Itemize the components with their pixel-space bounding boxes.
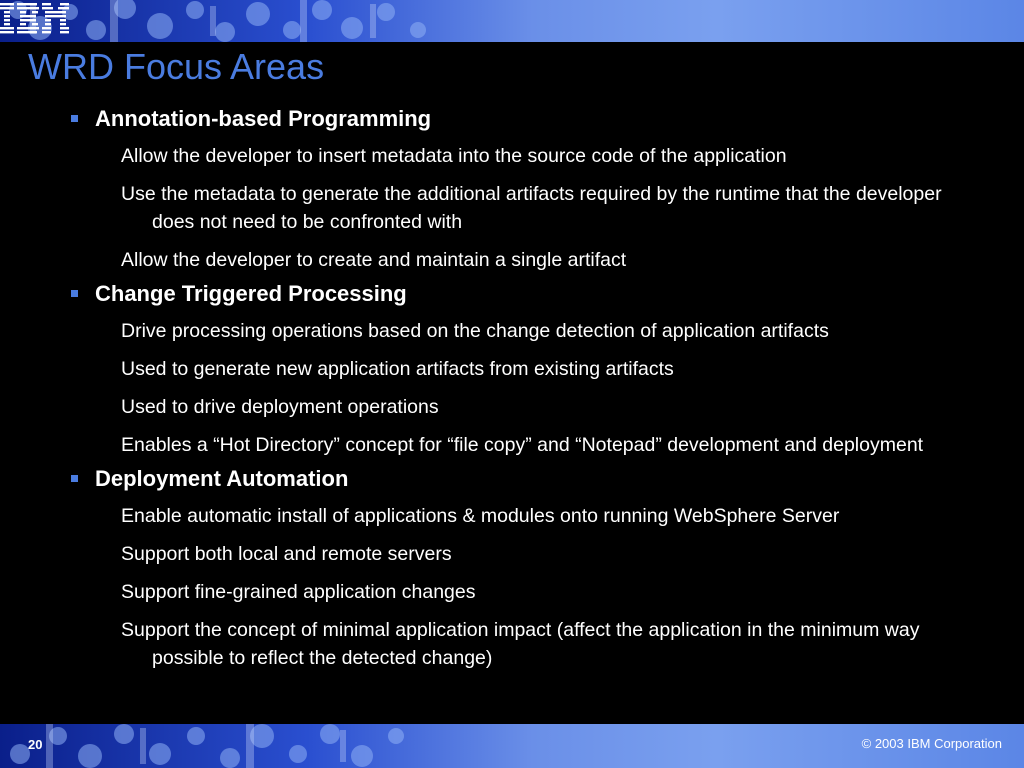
list-item: Used to drive deployment operations: [121, 396, 439, 418]
section-heading-text: Deployment Automation: [95, 466, 349, 491]
list-item: Drive processing operations based on the change detection of application artifacts: [121, 320, 829, 342]
slide-content: [0, 104, 1024, 672]
square-bullet-icon: [71, 475, 78, 482]
list-item: Allow the developer to create and maintain a single artifact: [121, 249, 627, 271]
section-annotation-programming: [0, 104, 1024, 274]
list-item: Used to generate new application artifacts from existing artifacts: [121, 358, 674, 380]
section-heading: [0, 104, 1024, 134]
slide-title: WRD Focus Areas: [28, 46, 325, 87]
section-change-triggered: [0, 279, 1024, 459]
header-band: [0, 0, 1024, 42]
section-heading-text: Change Triggered Processing: [95, 281, 407, 306]
list-item: Support fine-grained application changes: [121, 581, 476, 603]
list-item: Use the metadata to generate the additional artifacts required by the runtime that the developer does not need to be confronted with: [121, 183, 942, 233]
footer-band: [0, 724, 1024, 768]
page-number: 20: [28, 737, 43, 752]
square-bullet-icon: [71, 115, 78, 122]
section-heading: [0, 279, 1024, 309]
list-item: Support both local and remote servers: [121, 543, 452, 565]
list-item: Enables a “Hot Directory” concept for “file copy” and “Notepad” development and deployment: [121, 434, 924, 456]
ibm-logo: [0, 0, 70, 34]
list-item: Enable automatic install of applications & modules onto running WebSphere Server: [121, 505, 840, 527]
section-heading: [0, 464, 1024, 494]
section-deployment-automation: [0, 464, 1024, 672]
section-heading-text: Annotation-based Programming: [95, 106, 432, 131]
list-item: Support the concept of minimal application impact (affect the application in the minimum way possible to reflect the detected change): [121, 619, 920, 669]
square-bullet-icon: [71, 290, 78, 297]
copyright-text: © 2003 IBM Corporation: [861, 736, 1002, 751]
header-pattern: [0, 0, 1024, 42]
list-item: Allow the developer to insert metadata into the source code of the application: [121, 145, 787, 167]
